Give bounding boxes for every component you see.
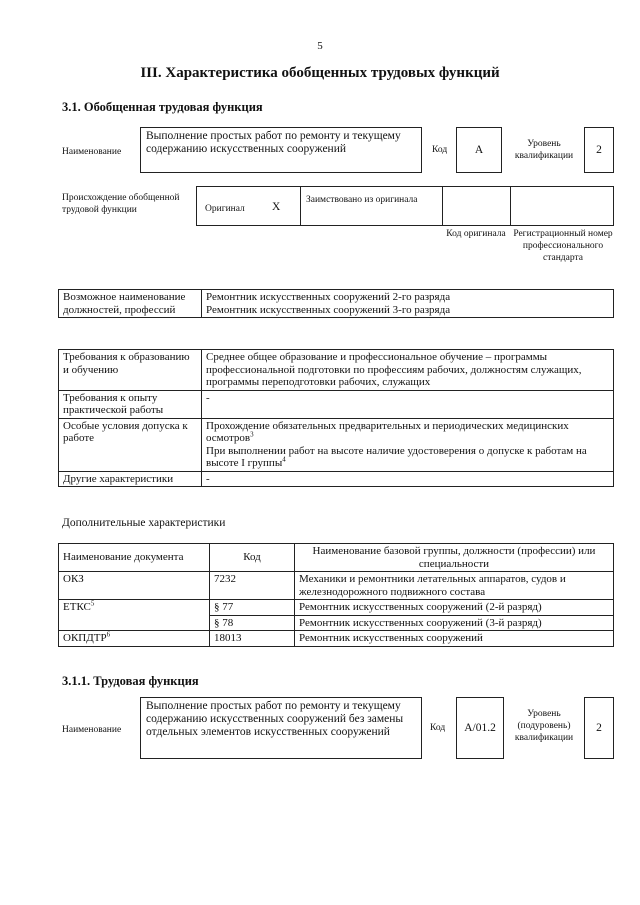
tf-code-box: [456, 697, 504, 759]
conditions-label: Особые условия допуска к работе: [59, 418, 202, 471]
okpdtr-doc: ОКПДТР$^6$: [59, 631, 210, 647]
gtf-level-box: [584, 127, 614, 173]
okz-code: 7232: [210, 572, 295, 600]
other-value: -: [202, 471, 614, 487]
footnote-ref: 4: [282, 455, 286, 464]
code-original-label: Код оригинала: [446, 229, 506, 239]
tf-level-label: Уровень (подуровень) квалификации: [514, 709, 574, 743]
experience-label: Требования к опыту практической работы: [59, 390, 202, 418]
section-title: III. Характеристика обобщенных трудовых функций: [140, 65, 500, 81]
okz-name: Механики и ремонтники летательных аппаратов, судов и железнодорожного подвижного состава: [295, 572, 614, 600]
okpdtr-code: 18013: [210, 631, 295, 647]
col-header-name: Наименование базовой группы, должности (профессии) или специальности: [295, 544, 614, 572]
footnote-ref: 6: [106, 630, 111, 639]
table-row: [59, 631, 614, 647]
tf-code-label: Код: [430, 723, 446, 733]
original-mark: X: [272, 201, 281, 213]
positions-label: Возможное наименование должностей, профессий: [59, 290, 202, 318]
tf-heading: 3.1.1. Трудовая функция: [62, 674, 199, 688]
tf-level-value: 2: [596, 722, 602, 734]
table-header-row: [59, 544, 614, 572]
additional-table: [58, 543, 614, 647]
borrowed-label: Заимствовано из оригинала: [306, 195, 418, 205]
tf-name-label: Наименование: [62, 725, 122, 735]
divider: [510, 187, 511, 225]
okz-doc: ОКЗ: [59, 572, 210, 600]
footnote-ref: 5: [90, 599, 95, 608]
tf-level-box: [584, 697, 614, 759]
gtf-code-value: А: [474, 144, 484, 156]
reg-number-label: Регистрационный номер профессионального стандарта: [513, 229, 613, 263]
education-label: Требования к образованию и обучению: [59, 350, 202, 391]
table-row: [59, 350, 614, 391]
table-row: [59, 390, 614, 418]
gtf-origin-label: Происхождение обобщенной трудовой функции: [62, 193, 180, 215]
original-label: Оригинал: [205, 204, 245, 214]
etks-code: § 77: [210, 600, 295, 616]
page-number: 5: [317, 40, 323, 52]
gtf-name-box: [140, 127, 422, 173]
position-item: Ремонтник искусственных сооружений 2-го разряда: [206, 291, 451, 303]
table-row: [59, 418, 614, 471]
table-row: [59, 572, 614, 600]
requirements-table: [58, 349, 614, 487]
experience-value: -: [202, 390, 614, 418]
tf-name-value: Выполнение простых работ по ремонту и текущему содержанию искусственных сооружений без замены отдельных элементов искусственных сооружений: [146, 700, 404, 738]
gtf-name-label: Наименование: [62, 147, 122, 157]
footnote-ref: 3: [250, 430, 254, 439]
table-row: [59, 471, 614, 487]
divider: [442, 187, 443, 225]
gtf-code-box: [456, 127, 502, 173]
tf-name-box: [140, 697, 422, 759]
table-row: [59, 600, 614, 616]
conditions-value: [202, 418, 614, 471]
okpdtr-name: Ремонтник искусственных сооружений: [295, 631, 614, 647]
education-value: Среднее общее образование и профессиональное обучение – программы профессиональной подготовки по профессиям рабочих, должностям служащих, программы переподготовки рабочих, служащих: [202, 350, 614, 391]
additional-heading: Дополнительные характеристики: [62, 517, 226, 529]
positions-values: [202, 290, 614, 318]
conditions-text-2: При выполнении работ на высоте наличие удостоверения о допуске к работам на высоте I группы: [206, 444, 587, 469]
conditions-text-1: Прохождение обязательных предварительных и периодических медицинских осмотров: [206, 419, 569, 444]
positions-table: [58, 289, 614, 318]
position-item: Ремонтник искусственных сооружений 3-го разряда: [206, 303, 451, 316]
divider: [300, 187, 301, 225]
gtf-level-label: Уровень квалификации: [514, 139, 574, 161]
etks-doc: ЕТКС$^5$: [59, 600, 210, 631]
etks-name: Ремонтник искусственных сооружений (2-й разряд): [295, 600, 614, 616]
gtf-origin-grid: [196, 186, 614, 226]
gtf-code-label: Код: [432, 145, 448, 155]
gtf-heading: 3.1. Обобщенная трудовая функция: [62, 100, 263, 114]
gtf-level-value: 2: [596, 144, 602, 156]
col-header-doc: Наименование документа: [59, 544, 210, 572]
etks-name: Ремонтник искусственных сооружений (3-й разряд): [295, 615, 614, 631]
etks-code: § 78: [210, 615, 295, 631]
tf-code-value: А/01.2: [464, 722, 496, 734]
gtf-name-value: Выполнение простых работ по ремонту и текущему содержанию искусственных сооружений: [146, 130, 401, 155]
other-label: Другие характеристики: [59, 471, 202, 487]
col-header-code: Код: [210, 544, 295, 572]
